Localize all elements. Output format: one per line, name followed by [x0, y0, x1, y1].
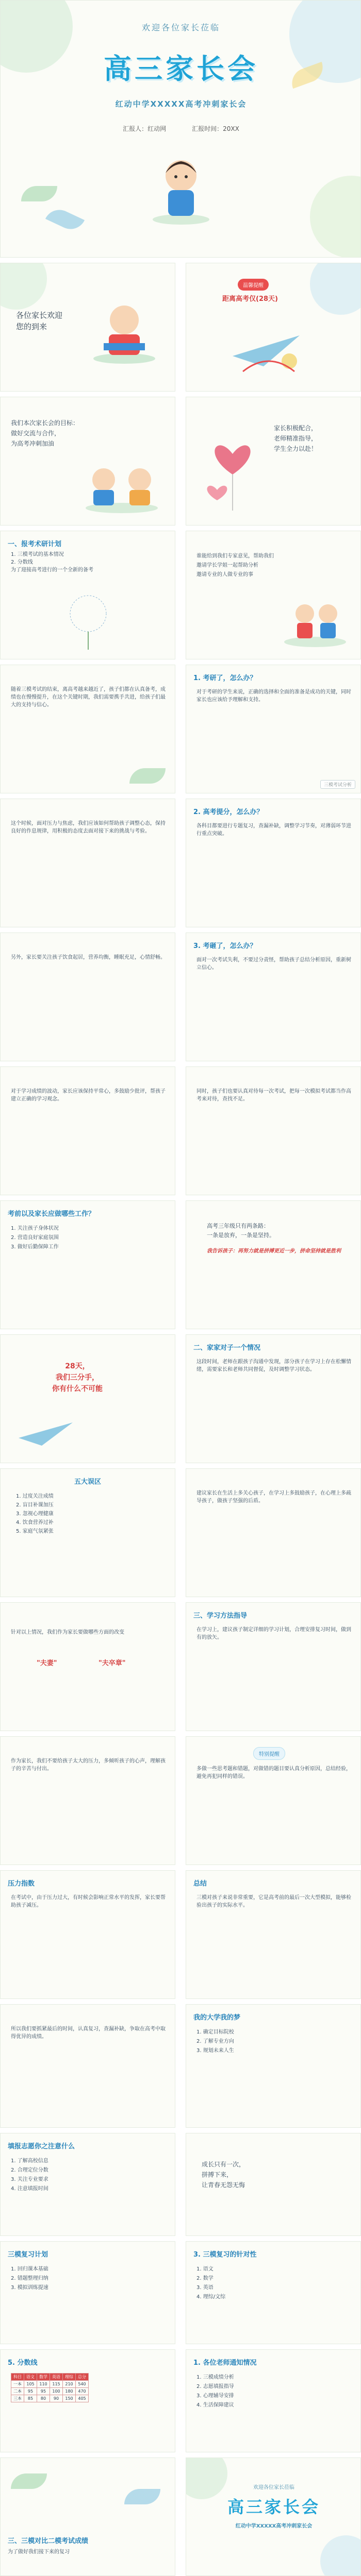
slide-review-plan: [0, 2241, 175, 2344]
dream-title: 我的大学我的梦: [193, 2014, 241, 2022]
slide-pressure: [0, 799, 175, 927]
cover-date: 汇报时间：20XX: [192, 125, 239, 132]
plan-item-1: 1. 三模考试的基本情况: [11, 552, 64, 557]
end-welcome: 欢迎各位家长莅临: [253, 2485, 294, 2490]
q3-title: 3. 考砸了，怎么办？: [193, 942, 257, 950]
slide-cooperation: [186, 397, 361, 526]
days-line-3: 你有什么不可能: [52, 1385, 103, 1393]
coop-item-3: 学生全力以赴！: [274, 445, 318, 452]
slide-dream: [186, 2004, 361, 2128]
subject-3: 3. 英语: [196, 2285, 214, 2291]
intro-paragraph: 随着三模考试的结束，离高考越来越近了，孩子们都在认真备考，成绩也在慢慢提升，在这个关键时期，我们需要携手共进，给孩子们最大的支持与信心。: [11, 687, 166, 708]
experts-item-1: 谁能给到我们专家意见，帮助我们: [196, 553, 274, 559]
slide-experts: [186, 531, 361, 659]
comparison-title: 三、三模对比二模考试成绩: [8, 2537, 89, 2545]
slide-changes: [0, 1602, 175, 1731]
subject-1: 1. 语文: [196, 2266, 214, 2272]
dream-item-1: 1. 确定目标院校: [196, 2029, 234, 2035]
q2-text: 各科目都要进行专题复习，查漏补缺，调整学习节奏，对薄弱环节进行重点突破。: [196, 823, 351, 837]
q1-label: 三模考试分析: [320, 780, 355, 789]
parents-work-item-2: 2. 营造良好家庭氛围: [11, 1235, 59, 1241]
wrong-questions-text: 多做一些思考题和错题，对做错的题目要认真分析原因，总结经验，避免再犯同样的错误。: [196, 1766, 351, 1780]
slide-intro-text: [0, 665, 175, 793]
q1-text: 对于考研的学生来说，正确的选择和全面的准备是成功的关键，同时家长也应该给予理解和支持。: [196, 689, 351, 703]
table-row: 三本 85 80 90 150 405: [11, 2395, 89, 2402]
student-illustration-icon: [145, 150, 217, 227]
paths-line-1: 高考三年级只有两条路：: [207, 1223, 269, 1229]
notice-item-1: 1. 三模成绩分析: [196, 2375, 234, 2380]
slide-listen: [0, 1736, 175, 1865]
reminder-badge: 温馨提醒: [238, 279, 269, 291]
q3-text: 面对一次考试失利，不要过分责怪，帮助孩子总结分析原因，重新树立信心。: [196, 957, 351, 971]
coop-item-2: 老师精准指导，: [274, 435, 318, 442]
situation-title: 二、家家对子一个情况: [193, 1344, 261, 1352]
notice-item-4: 4. 生活保障建议: [196, 2402, 234, 2408]
pressure-index-title: 压力指数: [8, 1880, 35, 1888]
youth-line-3: 让青春无怨无悔: [202, 2181, 245, 2189]
notice-item-2: 2. 志愿填报指导: [196, 2384, 234, 2389]
coop-item-1: 家长积极配合，: [274, 425, 318, 432]
volunteer-item-4: 4. 注意填报时间: [11, 2186, 48, 2192]
slide-end: [186, 2458, 361, 2576]
slide-situation: [186, 1334, 361, 1463]
changes-quote-1: "夫妻": [37, 1659, 57, 1667]
summary-text: 三模对孩子来说非常重要，它是高考前的最后一次大型模拟，能够检验出孩子的实际水平。: [196, 1895, 351, 1908]
slide-mistakes: [0, 1468, 175, 1597]
comparison-text: 为了做好我们接下来的复习: [8, 2549, 70, 2555]
changes-text: 针对以上情况，我们作为家长要做哪些方面的改变: [11, 1630, 124, 1635]
score-table: [11, 2373, 89, 2402]
slide-each-exam: [186, 1066, 361, 1195]
slide-q3: [186, 933, 361, 1061]
cover-slide: [0, 0, 361, 258]
cover-subtitle: 红动中学XXXXX高考冲刺家长会: [115, 99, 247, 109]
volunteer-item-1: 1. 了解高校信息: [11, 2158, 48, 2164]
plan-item-3: 为了迎接高考进行的一个全新的备考: [11, 567, 93, 573]
slide-hurry: [0, 2004, 175, 2128]
dream-item-3: 3. 规划未来人生: [196, 2048, 234, 2054]
slide-teacher-notice: [186, 2349, 361, 2452]
heart-balloons-icon: [196, 423, 269, 516]
slide-youth: [186, 2133, 361, 2236]
plane-illustration-icon: [227, 315, 310, 377]
q1-title: 1. 考研了，怎么办？: [193, 674, 257, 682]
days-line-1: 28天，: [65, 1362, 90, 1370]
suggestion-text: 建议家长在生活上多关心孩子，在学习上多鼓励孩子，在心理上多疏导孩子，做孩子坚强的后盾。: [196, 1490, 351, 1504]
review-item-2: 2. 错题整理归纳: [11, 2276, 48, 2281]
notice-item-3: 3. 心理辅导安排: [196, 2393, 234, 2399]
mistake-1: 1. 过度关注成绩: [16, 1494, 54, 1499]
kids-play-icon: [279, 593, 351, 650]
slide-suggestion: [186, 1468, 361, 1597]
slide-score-line: [0, 2349, 175, 2452]
slide-volunteer: [0, 2133, 175, 2236]
youth-line-1: 成长只有一次，: [202, 2161, 245, 2168]
slide-countdown: [186, 263, 361, 392]
slide-comparison: [0, 2458, 175, 2576]
paper-plane-icon: [16, 1417, 78, 1448]
volunteer-title: 填报志愿你之注意什么: [8, 2143, 75, 2150]
subjects-title: 3. 三模复习的针对性: [193, 2251, 257, 2259]
paths-highlight: 我告诉孩子：再努力就是拼搏更近一步，拼命坚持就是胜利: [207, 1248, 341, 1254]
slide-welcome: [0, 263, 175, 392]
welcome-line-1: 各位家长欢迎: [16, 311, 63, 320]
days-line-2: 我们三分手，: [56, 1374, 99, 1382]
mistake-3: 3. 忽视心理健康: [16, 1511, 54, 1517]
countdown-title: 距离高考仅(28天): [222, 295, 278, 303]
paths-line-2: 一条是放弃，一条是坚持。: [207, 1232, 275, 1239]
method-title: 三、学习方法指导: [193, 1612, 248, 1620]
parents-work-item-1: 1. 关注孩子身体状况: [11, 1226, 59, 1231]
volunteer-item-2: 2. 合理定位分数: [11, 2167, 48, 2173]
slide-q1: [186, 665, 361, 793]
cover-reporter: 汇报人：红动网: [123, 125, 167, 132]
pressure-index-text: 在考试中，由于压力过大，有时候会影响正常水平的发挥，家长要帮助孩子减压。: [11, 1895, 166, 1908]
teacher-notice-title: 1. 各位老师通知情况: [193, 2359, 257, 2367]
experts-item-3: 邀请专业的人做专业的事: [196, 572, 253, 578]
goal-item-2: 为高考冲刺加油: [11, 440, 55, 447]
volunteer-item-3: 3. 关注专业要求: [11, 2177, 48, 2182]
each-exam-text: 同时，孩子们也要认真对待每一次考试，把每一次模拟考试都当作高考来对待，查找不足。: [196, 1089, 351, 1102]
slide-q2: [186, 799, 361, 927]
mistake-4: 4. 饮食营养过补: [16, 1520, 54, 1526]
slide-pressure-index: [0, 1870, 175, 1999]
slide-wrong-questions: [186, 1736, 361, 1865]
slide-28days: [0, 1334, 175, 1463]
plan-title: 一、报考术研计划: [8, 540, 62, 548]
slide-parents-work: [0, 1200, 175, 1329]
changes-quote-2: "夫卒章": [99, 1659, 126, 1667]
slide-summary: [186, 1870, 361, 1999]
cover-welcome: 欢迎各位家长莅临: [141, 23, 220, 32]
fluctuation-text: 对于学习成绩的波动，家长应该保持平常心，多鼓励少批评，帮孩子建立正确的学习观念。: [11, 1089, 166, 1102]
review-item-1: 1. 回归课本基础: [11, 2266, 48, 2272]
parents-work-title: 考前以及家长应做哪些工作？: [8, 1210, 95, 1218]
summary-title: 总结: [193, 1880, 207, 1888]
care-text: 另外，家长要关注孩子饮食起居，营养均衡，睡眠充足，心情舒畅。: [11, 955, 166, 960]
goal-title: 我们本次家长会的目标：: [11, 419, 79, 427]
score-line-title: 5. 分数线: [8, 2359, 38, 2367]
slide-care: [0, 933, 175, 1061]
goal-item-1: 做好交流与合作，: [11, 430, 61, 437]
parents-work-item-3: 3. 做好后勤保障工作: [11, 1244, 59, 1250]
dream-item-2: 2. 了解专业方向: [196, 2039, 234, 2044]
youth-line-2: 拼搏下来，: [202, 2171, 233, 2178]
table-header-row: 科目 语文 数学 英语 理综 总分: [11, 2374, 89, 2381]
method-text: 在学习上，建议孩子制定详细的学习计划，合理安排复习时间，做到有的放矢。: [196, 1627, 351, 1640]
mistakes-title: 五大误区: [74, 1478, 101, 1486]
slide-goal: [0, 397, 175, 526]
table-row: 二本 95 95 100 180 470: [11, 2388, 89, 2395]
pressure-text: 这个时候，面对压力与焦虑，我们应该如何帮助孩子调整心态，保持良好的作息规律，用积极的态度去面对接下来的挑战与考验。: [11, 821, 166, 834]
mistake-5: 5. 家庭气氛紧张: [16, 1529, 54, 1534]
review-item-3: 3. 模拟训练提速: [11, 2285, 48, 2291]
review-plan-title: 三模复习计划: [8, 2251, 48, 2259]
mistake-2: 2. 盲目补课加压: [16, 1502, 54, 1508]
special-reminder-badge: 特别提醒: [253, 1747, 285, 1760]
slide-method: [186, 1602, 361, 1731]
listen-text: 作为家长，我们不要给孩子太大的压力，多倾听孩子的心声，理解孩子的辛苦与付出。: [11, 1758, 166, 1772]
end-title: 高三家长会: [227, 2497, 320, 2517]
slide-two-paths: [186, 1200, 361, 1329]
reading-kid-icon: [88, 294, 160, 366]
cover-title: 高三家长会: [104, 53, 258, 85]
welcome-line-2: 您的到来: [16, 322, 47, 331]
slide-fluctuation: [0, 1066, 175, 1195]
situation-text: 这段时间，老师在跟孩子沟通中发现，部分孩子在学习上存在松懈情绪，需要家长和老师共同督促，及时调整学习状态。: [196, 1359, 351, 1372]
slide-subjects: [186, 2241, 361, 2344]
hurry-text: 所以我们要抓紧最后的时间，认真复习，查漏补缺，争取在高考中取得优异的成绩。: [11, 2026, 166, 2040]
experts-item-2: 邀请学长学姐一起帮助分析: [196, 563, 258, 568]
dandelion-icon: [31, 588, 145, 650]
plan-item-2: 2. 分数线: [11, 560, 33, 565]
end-subtitle: 红动中学XXXXX高考冲刺家长会: [235, 2523, 313, 2529]
q2-title: 2. 高考提分，怎么办？: [193, 808, 264, 816]
subject-4: 4. 理综/文综: [196, 2294, 226, 2300]
slide-plan: [0, 531, 175, 659]
kids-reading-icon: [78, 454, 166, 516]
table-row: 一本 105 110 115 210 540: [11, 2381, 89, 2388]
subject-2: 2. 数学: [196, 2276, 214, 2281]
